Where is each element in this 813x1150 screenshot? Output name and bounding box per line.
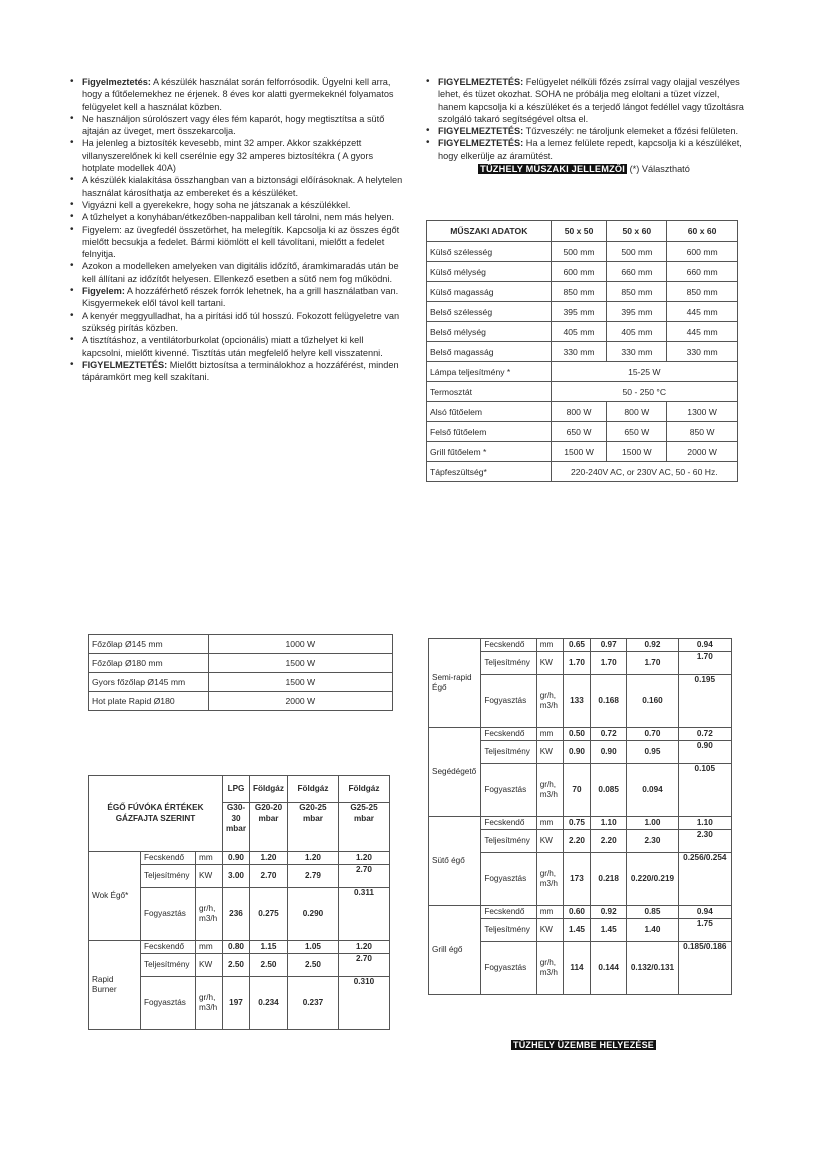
spec-label: Tápfeszültség* (427, 462, 552, 482)
gas-value: 0.50 (563, 728, 590, 741)
spec-value: 500 mm (607, 242, 667, 262)
row-unit: gr/h, m3/h (536, 853, 563, 906)
warning-item (82, 224, 406, 261)
spec-value: 330 mm (551, 342, 607, 362)
burner-name: Wok Égő* (89, 852, 141, 941)
warning-label: Figyelem: (82, 286, 125, 297)
gas-value: 0.218 (591, 853, 627, 906)
spec-label: Lámpa teljesítmény * (427, 362, 552, 382)
spec-value: 600 mm (551, 262, 607, 282)
row-label: Fogyasztás (141, 888, 196, 941)
gas-value: 2.30 (678, 830, 731, 853)
gas-value: 0.195 (678, 675, 731, 728)
gas-type: Földgáz (338, 776, 389, 803)
gas-value: 0.65 (563, 639, 590, 652)
gas-value: 0.72 (678, 728, 731, 741)
gas-type: Földgáz (250, 776, 288, 803)
gas-value: 0.90 (678, 741, 731, 764)
row-label: Teljesítmény (141, 954, 196, 977)
row-label: Teljesítmény (481, 830, 536, 853)
row-unit: gr/h, m3/h (536, 764, 563, 817)
gas-value: 133 (563, 675, 590, 728)
warning-text: A tűzhelyet a konyhában/étkezőben-nappaliban kell tárolni, nem más helyen. (82, 212, 395, 223)
row-label: Fogyasztás (481, 853, 536, 906)
warning-text: Felügyelet nélküli főzés zsírral vagy olajjal veszélyes lehet, és tüzet okozhat. SOHA ne próbálja meg eloltani a tüzet vízzel, hanem kapcsolja ki a készüléket és a terjedő lángot fedéllel vagy tűzoltásra szolgáló takaró segítségével oltsa el. (438, 77, 744, 124)
spec-row (427, 402, 738, 422)
spec-value: 1500 W (551, 442, 607, 462)
gas-value: 0.90 (591, 741, 627, 764)
hotplate-row (89, 692, 393, 711)
gas-value: 1.20 (250, 852, 288, 865)
right-warnings (424, 76, 744, 175)
spec-value: 330 mm (667, 342, 738, 362)
gas-value: 0.90 (563, 741, 590, 764)
spec-row (427, 462, 738, 482)
row-label: Fecskendő (481, 639, 536, 652)
hotplate-label: Hot plate Rapid Ø180 (89, 692, 209, 711)
gas-value: 1.40 (627, 919, 678, 942)
gas-value: 197 (223, 977, 250, 1030)
spec-value: 850 mm (667, 282, 738, 302)
gas-value: 2.50 (223, 954, 250, 977)
warning-item (82, 334, 406, 359)
spec-value: 15-25 W (551, 362, 737, 382)
spec-label: Külső mélység (427, 262, 552, 282)
warning-label: FIGYELMEZTETÉS: (438, 138, 524, 149)
spec-row (427, 302, 738, 322)
spec-header: 60 x 60 (667, 221, 738, 242)
hotplate-power: 1500 W (208, 673, 392, 692)
row-unit: mm (196, 852, 223, 865)
warning-label: FIGYELMEZTETÉS: (82, 359, 168, 370)
gas-value: 1.20 (338, 852, 389, 865)
row-unit: KW (536, 830, 563, 853)
warning-text: Figyelem: az üvegfedél összetörhet, ha melegítik. Kapcsolja ki az összes égőt mielőtt becsukja a fedelet. Bármi kiömlött el kell távolítani, mielőtt a fedelet felnyitja. (82, 224, 400, 260)
spec-value: 800 W (607, 402, 667, 422)
burner-row (429, 639, 732, 652)
gas-value: 1.00 (627, 817, 678, 830)
gas-value: 1.70 (591, 652, 627, 675)
spec-value: 650 W (607, 422, 667, 442)
gas-value: 1.10 (678, 817, 731, 830)
row-label: Teljesítmény (481, 741, 536, 764)
gas-value: 0.094 (627, 764, 678, 817)
spec-label: Termosztát (427, 382, 552, 402)
gas-pressure: G20-25 mbar (287, 803, 338, 852)
gas-value: 1.20 (338, 941, 389, 954)
row-label: Fecskendő (481, 728, 536, 741)
spec-row (427, 382, 738, 402)
gas-value: 0.94 (678, 639, 731, 652)
spec-value: 395 mm (551, 302, 607, 322)
spec-row (427, 242, 738, 262)
spec-value: 1500 W (607, 442, 667, 462)
burner-row (429, 906, 732, 919)
row-unit: KW (536, 741, 563, 764)
gas-value: 114 (563, 942, 590, 995)
gas-value: 2.30 (627, 830, 678, 853)
gas-value: 3.00 (223, 865, 250, 888)
row-unit: KW (536, 652, 563, 675)
warning-text: Ha jelenleg a biztosíték kevesebb, mint 32 amper. Akkor szakképzett villanyszerelőnek ki kell cserélnie egy 32 amperes biztosítékra ( A gyors hotplate modellek 40A) (82, 138, 374, 174)
gas-value: 0.94 (678, 906, 731, 919)
gas-pressure: G20-20 mbar (250, 803, 288, 852)
gas-value: 0.85 (627, 906, 678, 919)
gas-value: 0.234 (250, 977, 288, 1030)
warning-item (82, 137, 406, 174)
row-unit: mm (536, 728, 563, 741)
hotplate-row (89, 635, 393, 654)
warning-item (82, 211, 406, 223)
warning-text: Ha a lemez felülete repedt, kapcsolja ki a készüléket, hogy elkerülje az áramütést. (438, 138, 742, 161)
row-label: Fogyasztás (481, 675, 536, 728)
gas-value: 0.160 (627, 675, 678, 728)
burner-name: Rapid Burner (89, 941, 141, 1030)
gas-value: 0.92 (591, 906, 627, 919)
hotplate-label: Főzőlap Ø180 mm (89, 654, 209, 673)
row-label: Fecskendő (141, 941, 196, 954)
gas-pressure: G30-30 mbar (223, 803, 250, 852)
hotplate-power: 1000 W (208, 635, 392, 654)
warning-item (438, 137, 744, 162)
gas-value: 1.70 (627, 652, 678, 675)
row-label: Teljesítmény (481, 919, 536, 942)
gas-value: 0.256/0.254 (678, 853, 731, 906)
burner-row (89, 941, 390, 954)
hotplate-row (89, 654, 393, 673)
spec-row (427, 262, 738, 282)
gas-value: 1.45 (563, 919, 590, 942)
row-unit: KW (196, 865, 223, 888)
spec-header: MŰSZAKI ADATOK (427, 221, 552, 242)
spec-heading-highlight: TŰZHELY MŰSZAKI JELLEMZŐI (480, 164, 626, 175)
hotplate-label: Főzőlap Ø145 mm (89, 635, 209, 654)
spec-label: Alsó fűtőelem (427, 402, 552, 422)
spec-label: Belső mélység (427, 322, 552, 342)
gas-value: 2.20 (563, 830, 590, 853)
warning-text: Azokon a modelleken amelyeken van digitális időzítő, áramkimaradás után be kell állítani az időzítőt helyesen. Ellenkező esetben a sütő nem fog működni. (82, 261, 399, 284)
hotplate-power: 2000 W (208, 692, 392, 711)
burner-name: Segédégető (429, 728, 481, 817)
spec-value: 330 mm (607, 342, 667, 362)
row-unit: gr/h, m3/h (196, 977, 223, 1030)
spec-header: 50 x 50 (551, 221, 607, 242)
gas-value: 1.10 (591, 817, 627, 830)
warning-text: Ne használjon súrolószert vagy éles fém kaparót, hogy megtisztítsa a sütő ajtaján az üveget, mert összekarcolja. (82, 113, 385, 137)
gas-value: 1.75 (678, 919, 731, 942)
burner-row (429, 817, 732, 830)
gas-value: 70 (563, 764, 590, 817)
gas-value: 1.70 (678, 652, 731, 675)
gas-value: 2.79 (287, 865, 338, 888)
warning-text: A hozzáférhető részek forrók lehetnek, ha a grill használatban van. Kisgyermekek elől távol kell tartani. (82, 286, 399, 309)
warning-item (82, 174, 406, 199)
gas-value: 2.70 (338, 954, 389, 977)
spec-row (427, 422, 738, 442)
gas-value: 0.275 (250, 888, 288, 941)
spec-heading-suffix: (*) Választható (627, 164, 690, 175)
gas-value: 2.50 (250, 954, 288, 977)
warning-item (438, 76, 744, 125)
gas-value: 0.60 (563, 906, 590, 919)
spec-heading (424, 163, 744, 175)
warning-text: Tűzveszély: ne tároljunk elemeket a főzési felületen. (523, 126, 739, 137)
installation-heading: TŰZHELY ÜZEMBE HELYEZÉSE (513, 1040, 654, 1050)
gas-value: 2.50 (287, 954, 338, 977)
burner-row (89, 852, 390, 865)
warning-text: Vigyázni kell a gyerekekre, hogy soha ne játszanak a készülékkel. (82, 199, 351, 210)
left-warnings (68, 76, 406, 383)
gas-value: 0.311 (338, 888, 389, 941)
hotplate-label: Gyors főzőlap Ø145 mm (89, 673, 209, 692)
gas-value: 0.95 (627, 741, 678, 764)
gas-value: 0.90 (223, 852, 250, 865)
gas-value: 2.70 (250, 865, 288, 888)
warning-item (82, 199, 406, 211)
warning-text: A kenyér meggyulladhat, ha a pirítási idő túl hosszú. Fokozott felügyeletre van szükség pirítás közben. (82, 310, 400, 333)
spec-header-row (427, 221, 738, 242)
warning-label: Figyelmeztetés: (82, 77, 151, 87)
burner-name: Semi-rapid Égő (429, 639, 481, 728)
burner-row (429, 728, 732, 741)
spec-row (427, 362, 738, 382)
burner-name: Sütő égő (429, 817, 481, 906)
gas-value: 1.20 (287, 852, 338, 865)
warning-label: FIGYELMEZTETÉS: (438, 77, 524, 87)
spec-value: 500 mm (551, 242, 607, 262)
spec-label: Belső magasság (427, 342, 552, 362)
spec-value: 395 mm (607, 302, 667, 322)
spec-value: 650 W (551, 422, 607, 442)
warning-item (82, 310, 406, 335)
spec-value: 600 mm (667, 242, 738, 262)
gas-value: 1.70 (563, 652, 590, 675)
row-label: Fecskendő (481, 906, 536, 919)
spec-table (426, 220, 738, 482)
spec-value: 445 mm (667, 302, 738, 322)
row-unit: KW (536, 919, 563, 942)
warning-item (82, 113, 406, 138)
warning-text: Mielőtt biztosítsa a terminálokhoz a hozzáférést, minden tápáramkört meg kell szakítani. (82, 359, 399, 383)
spec-value: 850 mm (607, 282, 667, 302)
spec-label: Grill fűtőelem * (427, 442, 552, 462)
row-unit: gr/h, m3/h (536, 675, 563, 728)
gas-value: 0.144 (591, 942, 627, 995)
warning-label: FIGYELMEZTETÉS: (438, 126, 524, 137)
burner-name: Grill égő (429, 906, 481, 995)
gas-type: LPG (223, 776, 250, 803)
gas-value: 0.290 (287, 888, 338, 941)
row-label: Teljesítmény (481, 652, 536, 675)
spec-value: 660 mm (667, 262, 738, 282)
spec-row (427, 322, 738, 342)
gas-table-right (428, 638, 732, 995)
spec-header: 50 x 60 (607, 221, 667, 242)
warning-text: A készülék használat során felforrósodik. Ügyelni kell arra, hogy a fűtőelemekhez ne érjenek. 8 éves kor alatti gyermekeknél folyamatos felügyelet kell a használat közben. (82, 77, 394, 112)
gas-type: Földgáz (287, 776, 338, 803)
gas-value: 0.310 (338, 977, 389, 1030)
spec-value: 1300 W (667, 402, 738, 422)
gas-value: 0.168 (591, 675, 627, 728)
spec-value: 2000 W (667, 442, 738, 462)
gas-value: 1.15 (250, 941, 288, 954)
spec-row (427, 442, 738, 462)
gas-table-left (88, 775, 390, 1030)
spec-label: Felső fűtőelem (427, 422, 552, 442)
gas-value: 0.72 (591, 728, 627, 741)
spec-value: 850 W (667, 422, 738, 442)
spec-value: 405 mm (607, 322, 667, 342)
gas-value: 0.085 (591, 764, 627, 817)
hotplate-table (88, 634, 393, 711)
gas-table-title: ÉGŐ FÚVÓKA ÉRTÉKEK GÁZFAJTA SZERINT (89, 776, 223, 852)
row-label: Fecskendő (141, 852, 196, 865)
gas-pressure: G25-25 mbar (338, 803, 389, 852)
warning-text: A készülék kialakítása összhangban van a biztonsági előírásoknak. A helytelen használat károsíthatja az embereket és a készüléket. (82, 175, 403, 198)
gas-value: 1.45 (591, 919, 627, 942)
warning-item (82, 359, 406, 384)
gas-value: 0.132/0.131 (627, 942, 678, 995)
gas-value: 0.80 (223, 941, 250, 954)
spec-value: 405 mm (551, 322, 607, 342)
row-unit: mm (536, 817, 563, 830)
spec-row (427, 342, 738, 362)
spec-row (427, 282, 738, 302)
row-unit: gr/h, m3/h (196, 888, 223, 941)
warning-text: A tisztításhoz, a ventilátorburkolat (opcionális) miatt a tűzhelyet ki kell kapcsolni, mielőtt kivenné. Tisztítás után megfelelő helyre kell visszatenni. (82, 335, 383, 358)
row-unit: mm (536, 906, 563, 919)
spec-label: Belső szélesség (427, 302, 552, 322)
warning-item (438, 125, 744, 137)
gas-value: 0.70 (627, 728, 678, 741)
row-label: Fecskendő (481, 817, 536, 830)
spec-value: 445 mm (667, 322, 738, 342)
row-label: Teljesítmény (141, 865, 196, 888)
spec-value: 660 mm (607, 262, 667, 282)
row-label: Fogyasztás (141, 977, 196, 1030)
gas-value: 2.70 (338, 865, 389, 888)
spec-label: Külső magasság (427, 282, 552, 302)
gas-value: 0.185/0.186 (678, 942, 731, 995)
warning-item (82, 76, 406, 113)
gas-value: 0.92 (627, 639, 678, 652)
row-unit: gr/h, m3/h (536, 942, 563, 995)
gas-header-row (89, 776, 390, 803)
gas-value: 0.105 (678, 764, 731, 817)
gas-value: 0.237 (287, 977, 338, 1030)
spec-value: 220-240V AC, or 230V AC, 50 - 60 Hz. (551, 462, 737, 482)
gas-value: 0.75 (563, 817, 590, 830)
gas-value: 173 (563, 853, 590, 906)
gas-value: 0.220/0.219 (627, 853, 678, 906)
row-unit: KW (196, 954, 223, 977)
spec-label: Külső szélesség (427, 242, 552, 262)
row-label: Fogyasztás (481, 942, 536, 995)
warning-item (82, 285, 406, 310)
warning-item (82, 260, 406, 285)
row-unit: mm (536, 639, 563, 652)
spec-value: 850 mm (551, 282, 607, 302)
row-unit: mm (196, 941, 223, 954)
gas-value: 2.20 (591, 830, 627, 853)
gas-value: 1.05 (287, 941, 338, 954)
row-label: Fogyasztás (481, 764, 536, 817)
spec-value: 800 W (551, 402, 607, 422)
spec-value: 50 - 250 °C (551, 382, 737, 402)
hotplate-row (89, 673, 393, 692)
gas-value: 236 (223, 888, 250, 941)
hotplate-power: 1500 W (208, 654, 392, 673)
gas-value: 0.97 (591, 639, 627, 652)
